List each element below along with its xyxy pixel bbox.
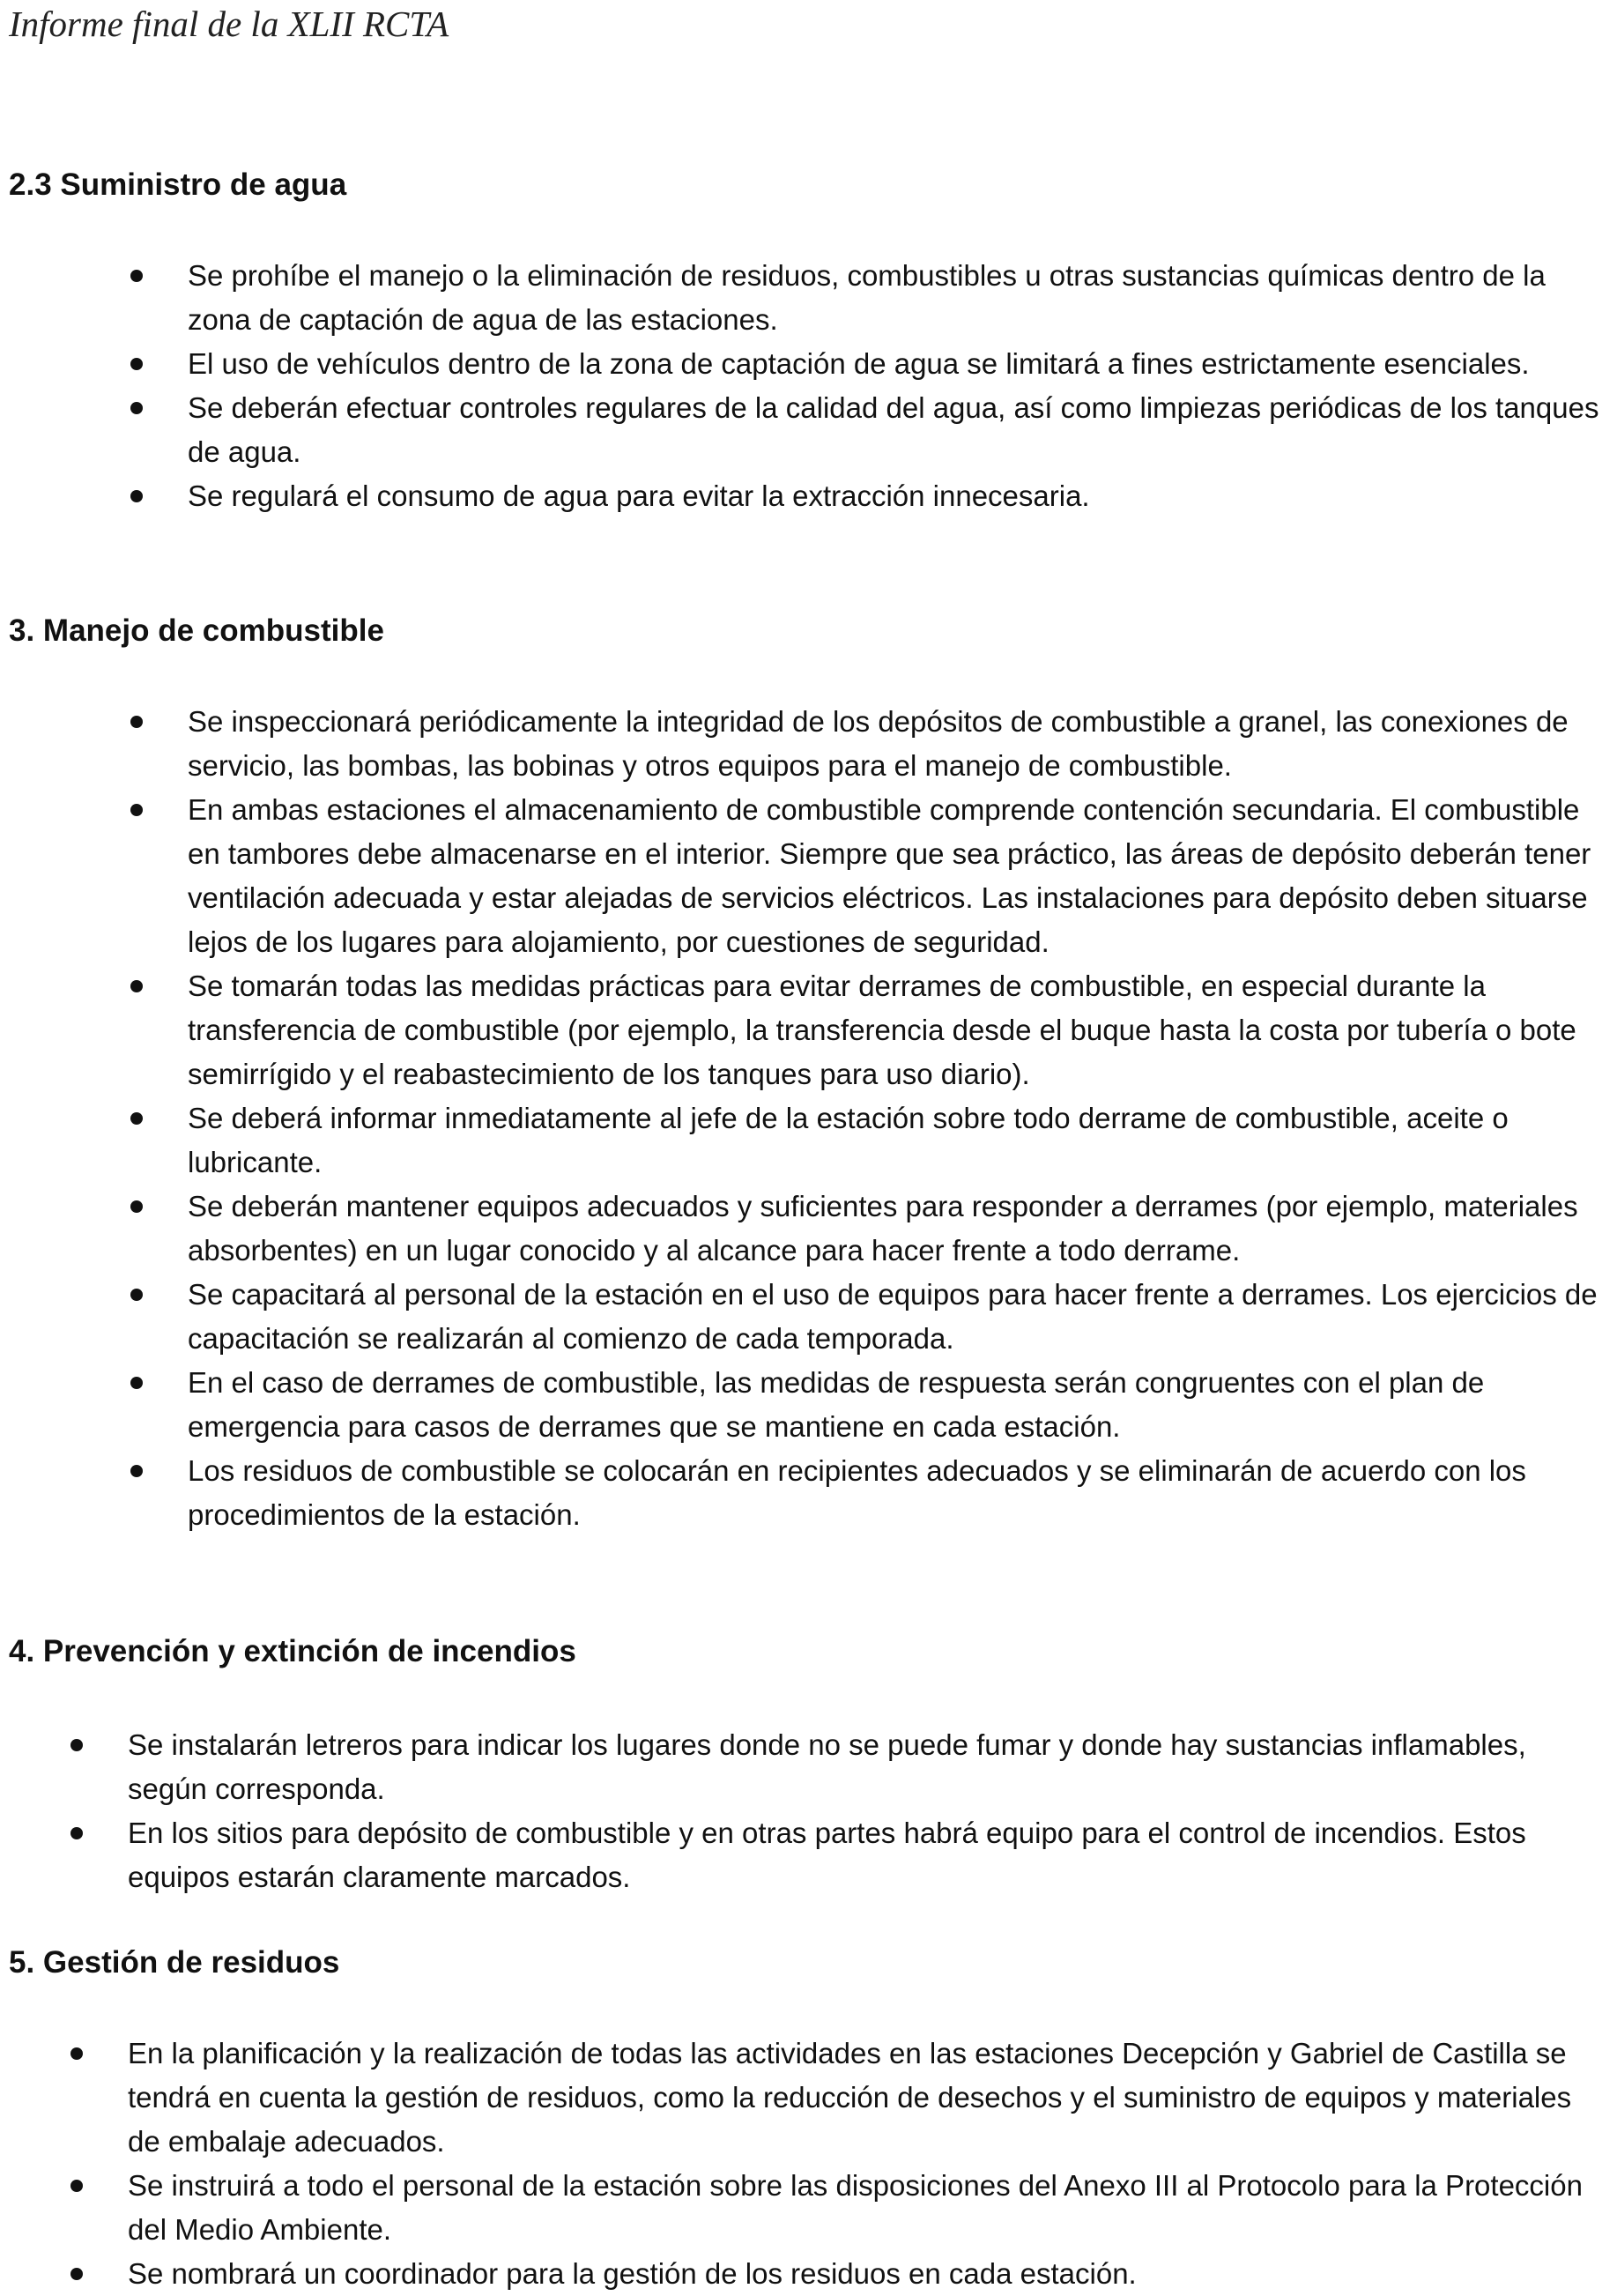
- list-item-text: Se deberá informar inmediatamente al jefe de la estación sobre todo derrame de combustible, aceite o lubricante.: [188, 1102, 1509, 1178]
- list-item: [128, 2252, 1608, 2296]
- bullet-icon: [130, 402, 143, 414]
- list-item-text: Los residuos de combustible se colocarán en recipientes adecuados y se eliminarán de acuerdo con los procedimientos de la estación.: [188, 1454, 1526, 1531]
- list-item: [188, 1449, 1608, 1537]
- list-item-text: Se instruirá a todo el personal de la estación sobre las disposiciones del Anexo III al Protocolo para la Protección del Medio Ambiente.: [128, 2169, 1583, 2246]
- bullet-icon: [70, 1739, 83, 1751]
- list-item: [188, 1361, 1608, 1449]
- bullet-icon: [130, 358, 143, 370]
- bullet-icon: [130, 716, 143, 728]
- list-item: [188, 1096, 1608, 1185]
- list-item: [128, 2164, 1608, 2252]
- list-item-text: Se prohíbe el manejo o la eliminación de residuos, combustibles u otras sustancias químicas dentro de la zona de captación de agua de las estaciones.: [188, 259, 1546, 336]
- list-item-text: Se inspeccionará periódicamente la integridad de los depósitos de combustible a granel, las conexiones de servicio, las bombas, las bobinas y otros equipos para el manejo de combustible.: [188, 705, 1569, 782]
- bullet-icon: [130, 270, 143, 282]
- list-item: [188, 474, 1608, 518]
- bullet-icon: [70, 2268, 83, 2280]
- section-heading-4: 4. Prevención y extinción de incendios: [9, 1634, 576, 1668]
- list-item-text: Se nombrará un coordinador para la gestión de los residuos en cada estación.: [128, 2257, 1137, 2290]
- bullet-icon: [130, 980, 143, 992]
- list-item: [128, 1723, 1608, 1811]
- section-heading-2-3: 2.3 Suministro de agua: [9, 167, 347, 202]
- list-item-text: Se tomarán todas las medidas prácticas para evitar derrames de combustible, en especial durante la transferencia de combustible (por ejemplo, la transferencia desde el buque hasta la costa por tubería o bote semirrígido y el reabastecimiento de los tanques para uso diario).: [188, 970, 1576, 1090]
- list-item: [188, 1273, 1608, 1361]
- bullet-icon: [130, 1377, 143, 1389]
- bullet-list-5: [128, 2032, 1608, 2296]
- bullet-icon: [130, 1200, 143, 1213]
- bullet-icon: [70, 1827, 83, 1839]
- bullet-list-3: [188, 700, 1608, 1537]
- list-item: [188, 342, 1608, 386]
- bullet-icon: [130, 490, 143, 502]
- section-heading-3: 3. Manejo de combustible: [9, 613, 384, 648]
- list-item-text: Se deberán efectuar controles regulares de la calidad del agua, así como limpiezas periódicas de los tanques de agua.: [188, 391, 1599, 468]
- list-item-text: En el caso de derrames de combustible, las medidas de respuesta serán congruentes con el plan de emergencia para casos de derrames que se mantiene en cada estación.: [188, 1366, 1485, 1443]
- list-item-text: Se deberán mantener equipos adecuados y suficientes para responder a derrames (por ejemplo, materiales absorbentes) en un lugar conocido y al alcance para hacer frente a todo derrame.: [188, 1190, 1578, 1267]
- bullet-icon: [130, 1112, 143, 1125]
- bullet-icon: [130, 1289, 143, 1301]
- bullet-icon: [70, 2047, 83, 2060]
- list-item: [188, 700, 1608, 788]
- list-item: [188, 964, 1608, 1096]
- bullet-list-4: [128, 1723, 1608, 1899]
- list-item: [188, 1185, 1608, 1273]
- list-item: [188, 386, 1608, 474]
- list-item: [128, 2032, 1608, 2164]
- list-item: [188, 788, 1608, 964]
- bullet-list-2-3: [188, 254, 1608, 518]
- list-item-text: Se capacitará al personal de la estación en el uso de equipos para hacer frente a derrames. Los ejercicios de capacitación se realizarán al comienzo de cada temporada.: [188, 1278, 1598, 1355]
- list-item: [188, 254, 1608, 342]
- list-item-text: En los sitios para depósito de combustible y en otras partes habrá equipo para el control de incendios. Estos equipos estarán claramente marcados.: [128, 1817, 1526, 1893]
- bullet-icon: [70, 2180, 83, 2192]
- list-item-text: El uso de vehículos dentro de la zona de captación de agua se limitará a fines estrictamente esenciales.: [188, 347, 1530, 380]
- section-heading-5: 5. Gestión de residuos: [9, 1945, 340, 1980]
- bullet-icon: [130, 1465, 143, 1477]
- bullet-icon: [130, 804, 143, 816]
- list-item: [128, 1811, 1608, 1899]
- list-item-text: En la planificación y la realización de todas las actividades en las estaciones Decepción y Gabriel de Castilla se tendrá en cuenta la gestión de residuos, como la reducción de desechos y el suministro de equipos y materiales de embalaje adecuados.: [128, 2037, 1572, 2158]
- list-item-text: En ambas estaciones el almacenamiento de combustible comprende contención secundaria. El combustible en tambores debe almacenarse en el interior. Siempre que sea práctico, las áreas de depósito deberán tener ventilación adecuada y estar alejadas de servicios eléctricos. Las instalaciones para depósito deben situarse lejos de los lugares para alojamiento, por cuestiones de seguridad.: [188, 793, 1591, 958]
- list-item-text: Se instalarán letreros para indicar los lugares donde no se puede fumar y donde hay sustancias inflamables, según corresponda.: [128, 1728, 1526, 1805]
- list-item-text: Se regulará el consumo de agua para evitar la extracción innecesaria.: [188, 479, 1090, 512]
- running-header: Informe final de la XLII RCTA: [9, 4, 449, 44]
